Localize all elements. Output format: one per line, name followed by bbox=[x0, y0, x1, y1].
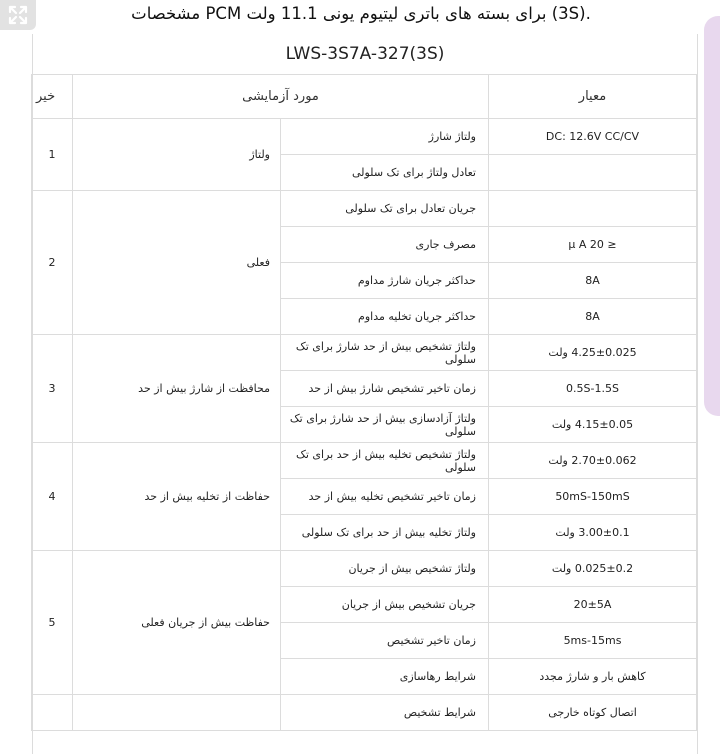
test-item-cell: ولتاژ تشخیص بیش از جریان bbox=[281, 551, 489, 587]
criterion-cell: 50mS-150mS bbox=[489, 479, 697, 515]
header-criterion: معیار bbox=[489, 75, 697, 119]
expand-icon bbox=[7, 4, 29, 26]
expand-button[interactable] bbox=[0, 0, 36, 30]
criterion-cell bbox=[489, 191, 697, 227]
category-cell bbox=[73, 695, 281, 731]
test-item-cell: زمان تاخیر تشخیص bbox=[281, 623, 489, 659]
test-item-cell: زمان تاخیر تشخیص تخلیه بیش از حد bbox=[281, 479, 489, 515]
row-number-cell bbox=[32, 695, 73, 731]
test-item-cell: جریان تعادل برای تک سلولی bbox=[281, 191, 489, 227]
test-item-cell: ولتاژ تشخیص بیش از حد شارژ برای تک سلولی bbox=[281, 335, 489, 371]
row-number-cell: 2 bbox=[32, 191, 73, 335]
criterion-cell: ≤ 20 μ A bbox=[489, 227, 697, 263]
table-header-row bbox=[32, 75, 697, 119]
side-panel-edge bbox=[704, 16, 720, 416]
category-cell: حفاظت بیش از جریان فعلی bbox=[73, 551, 281, 695]
document-title: .(3S) برای بسته های باتری لیتیوم یونی 11.1 ولت PCM مشخصات bbox=[131, 4, 591, 23]
test-item-cell: شرایط تشخیص bbox=[281, 695, 489, 731]
test-item-cell: حداکثر جریان تخلیه مداوم bbox=[281, 299, 489, 335]
spec-sheet bbox=[32, 34, 698, 754]
test-item-cell: تعادل ولتاژ برای تک سلولی bbox=[281, 155, 489, 191]
row-number-cell: 3 bbox=[32, 335, 73, 443]
test-item-cell: ولتاژ تشخیص تخلیه بیش از حد برای تک سلولی bbox=[281, 443, 489, 479]
test-item-cell: ولتاژ تخلیه بیش از حد برای تک سلولی bbox=[281, 515, 489, 551]
criterion-cell: 5ms-15ms bbox=[489, 623, 697, 659]
test-item-cell: ولتاژ شارژ bbox=[281, 119, 489, 155]
row-number-cell: 4 bbox=[32, 443, 73, 551]
criterion-cell: 0.025±0.2 ولت bbox=[489, 551, 697, 587]
test-item-cell: شرایط رهاسازی bbox=[281, 659, 489, 695]
criterion-cell: 20±5A bbox=[489, 587, 697, 623]
category-cell: ولتاژ bbox=[73, 119, 281, 191]
criterion-cell: DC: 12.6V CC/CV bbox=[489, 119, 697, 155]
test-item-cell: زمان تاخیر تشخیص شارژ بیش از حد bbox=[281, 371, 489, 407]
criterion-cell: 8A bbox=[489, 299, 697, 335]
test-item-cell: جریان تشخیص بیش از جریان bbox=[281, 587, 489, 623]
test-item-cell: ولتاژ آزادسازی بیش از حد شارژ برای تک سلولی bbox=[281, 407, 489, 443]
row-number-cell: 5 bbox=[32, 551, 73, 695]
criterion-cell: 2.70±0.062 ولت bbox=[489, 443, 697, 479]
spec-table bbox=[31, 74, 697, 731]
table-row bbox=[32, 443, 697, 479]
table-row bbox=[32, 695, 697, 731]
table-row bbox=[32, 335, 697, 371]
criterion-cell: 3.00±0.1 ولت bbox=[489, 515, 697, 551]
row-number-cell: 1 bbox=[32, 119, 73, 191]
table-row bbox=[32, 119, 697, 155]
table-row bbox=[32, 551, 697, 587]
header-test-item: مورد آزمایشی bbox=[73, 75, 489, 119]
criterion-cell: کاهش بار و شارژ مجدد bbox=[489, 659, 697, 695]
criterion-cell: 0.5S-1.5S bbox=[489, 371, 697, 407]
test-item-cell: حداکثر جریان شارژ مداوم bbox=[281, 263, 489, 299]
criterion-cell bbox=[489, 155, 697, 191]
test-item-cell: مصرف جاری bbox=[281, 227, 489, 263]
category-cell: محافظت از شارژ بیش از حد bbox=[73, 335, 281, 443]
table-row bbox=[32, 191, 697, 227]
category-cell: فعلی bbox=[73, 191, 281, 335]
category-cell: حفاظت از تخلیه بیش از حد bbox=[73, 443, 281, 551]
criterion-cell: 4.15±0.05 ولت bbox=[489, 407, 697, 443]
criterion-cell: 8A bbox=[489, 263, 697, 299]
model-number: LWS-3S7A-327(3S) bbox=[33, 34, 697, 75]
criterion-cell: اتصال کوتاه خارجی bbox=[489, 695, 697, 731]
header-number: خیر bbox=[32, 75, 73, 119]
criterion-cell: 4.25±0.025 ولت bbox=[489, 335, 697, 371]
